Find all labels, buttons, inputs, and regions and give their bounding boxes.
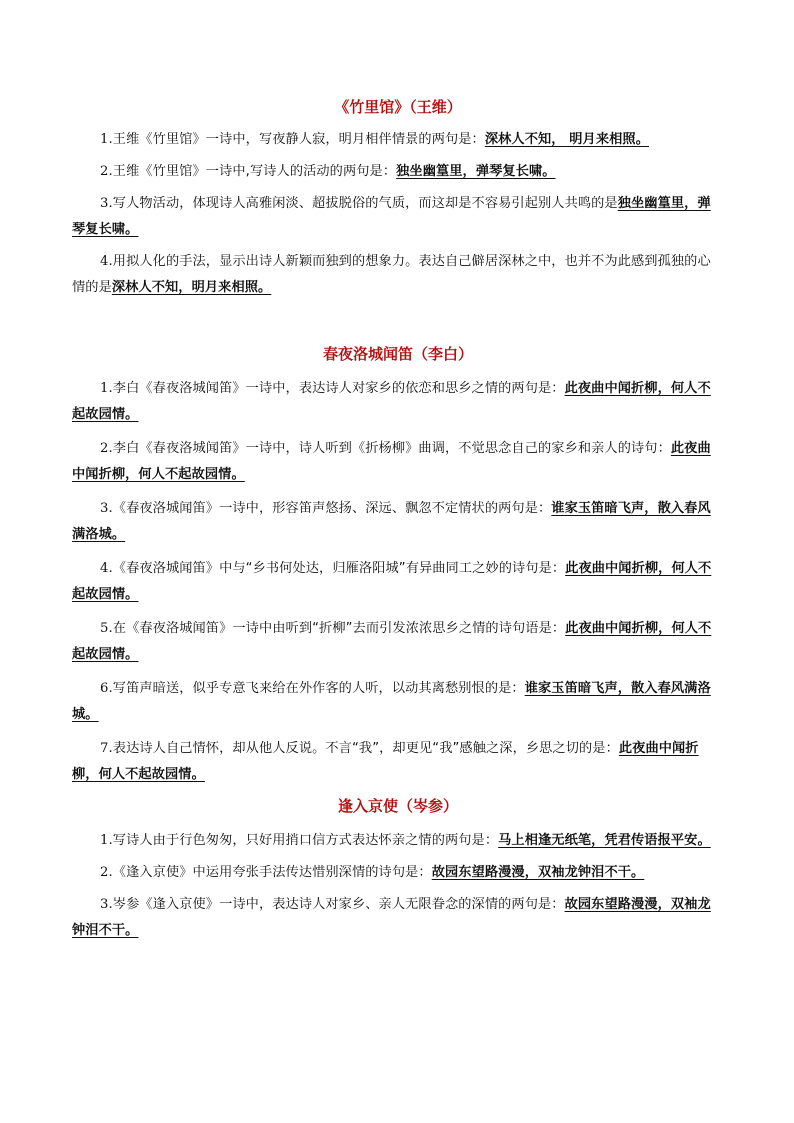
list-item: 4.用拟人化的手法，显示出诗人新颖而独到的想象力。表达自己僻居深林之中，也并不为此感到孤独的心情的是深林人不知，明月来相照。: [72, 254, 711, 295]
list-item: 2.李白《春夜洛城闻笛》一诗中，诗人听到《折杨柳》曲调，不觉思念自己的家乡和亲人的诗句：此夜曲中闻折柳，何人不起故园情。: [72, 441, 711, 482]
list-item: 1.李白《春夜洛城闻笛》一诗中，表达诗人对家乡的依恋和思乡之情的两句是：此夜曲中闻折柳，何人不起故园情。: [72, 381, 711, 422]
answer-text: 独坐幽篁里，弹琴复长啸。: [72, 196, 711, 237]
answer-text: 此夜曲中闻折柳，何人不起故园情。: [72, 381, 711, 422]
list-item: 2.王维《竹里馆》一诗中,写诗人的活动的两句是：独坐幽篁里，弹琴复长啸。: [100, 164, 556, 179]
answer-text: 谁家玉笛暗飞声，散入春风满洛城。: [72, 681, 711, 722]
list-item: 5.在《春夜洛城闻笛》一诗中由听到“折柳”去而引发浓浓思乡之情的诗句语是：此夜曲中闻折柳，何人不起故园情。: [72, 621, 712, 662]
section-title: 《竹里馆》（王维）: [334, 98, 462, 116]
answer-text: 谁家玉笛暗飞声，散入春风满洛城。: [72, 501, 711, 542]
section-fengrujingshi: [72, 796, 724, 944]
answer-text: 深林人不知， 明月来相照。: [484, 132, 649, 147]
section-title: 逢入京使（岑参）: [337, 797, 458, 815]
list-item: 3.《春夜洛城闻笛》一诗中，形容笛声悠扬、深远、飘忽不定情状的两句是：谁家玉笛暗飞声，散入春风满洛城。: [72, 501, 711, 542]
list-item: 3.岑参《逢入京使》一诗中，表达诗人对家乡、亲人无限眷念的深情的两句是：故园东望路漫漫，双袖龙钟泪不干。: [72, 897, 711, 938]
answer-text: 马上相逢无纸笔，凭君传语报平安。: [498, 833, 711, 848]
section-title: 春夜洛城闻笛（李白）: [322, 345, 473, 363]
answer-text: 此夜曲中闻折柳，何人不起故园情。: [72, 561, 712, 602]
answer-text: 此夜曲中闻折柳，何人不起故园情。: [72, 441, 711, 482]
section-zhuliguan: [72, 97, 724, 301]
list-item: 6.写笛声暗送，似乎专意飞来给在外作客的人听，以动其离愁别恨的是：谁家玉笛暗飞声，散入春风满洛城。: [72, 681, 711, 722]
answer-text: 故园东望路漫漫，双袖龙钟泪不干。: [72, 897, 711, 938]
list-item: 7.表达诗人自己情怀，却从他人反说。不言“我”，却更见“我”感触之深，乡思之切的是：此夜曲中闻折柳，何人不起故园情。: [72, 741, 699, 782]
answer-text: 故园东望路漫漫，双袖龙钟泪不干。: [431, 865, 645, 880]
list-item: 2.《逢入京使》中运用夸张手法传达惜别深情的诗句是：故园东望路漫漫，双袖龙钟泪不干。: [100, 865, 645, 880]
answer-text: 独坐幽篁里，弹琴复长啸。: [396, 164, 556, 179]
answer-text: 此夜曲中闻折柳，何人不起故园情。: [72, 621, 712, 662]
answer-text: 此夜曲中闻折柳，何人不起故园情。: [72, 741, 699, 782]
list-item: 3.写人物活动，体现诗人高雅闲淡、超拔脱俗的气质，而这却是不容易引起别人共鸣的是独坐幽篁里，弹琴复长啸。: [72, 196, 711, 237]
list-item: 4.《春夜洛城闻笛》中与“乡书何处达，归雁洛阳城”有异曲同工之妙的诗句是：此夜曲中闻折柳，何人不起故园情。: [72, 561, 712, 602]
list-item: 1.写诗人由于行色匆匆，只好用捎口信方式表达怀亲之情的两句是：马上相逢无纸笔，凭君传语报平安。: [100, 833, 711, 848]
list-item: 1.王维《竹里馆》一诗中，写夜静人寂，明月相伴情景的两句是：深林人不知， 明月来相照。: [100, 132, 649, 147]
answer-text: 深林人不知，明月来相照。: [111, 280, 272, 295]
section-chunye: [72, 344, 724, 788]
